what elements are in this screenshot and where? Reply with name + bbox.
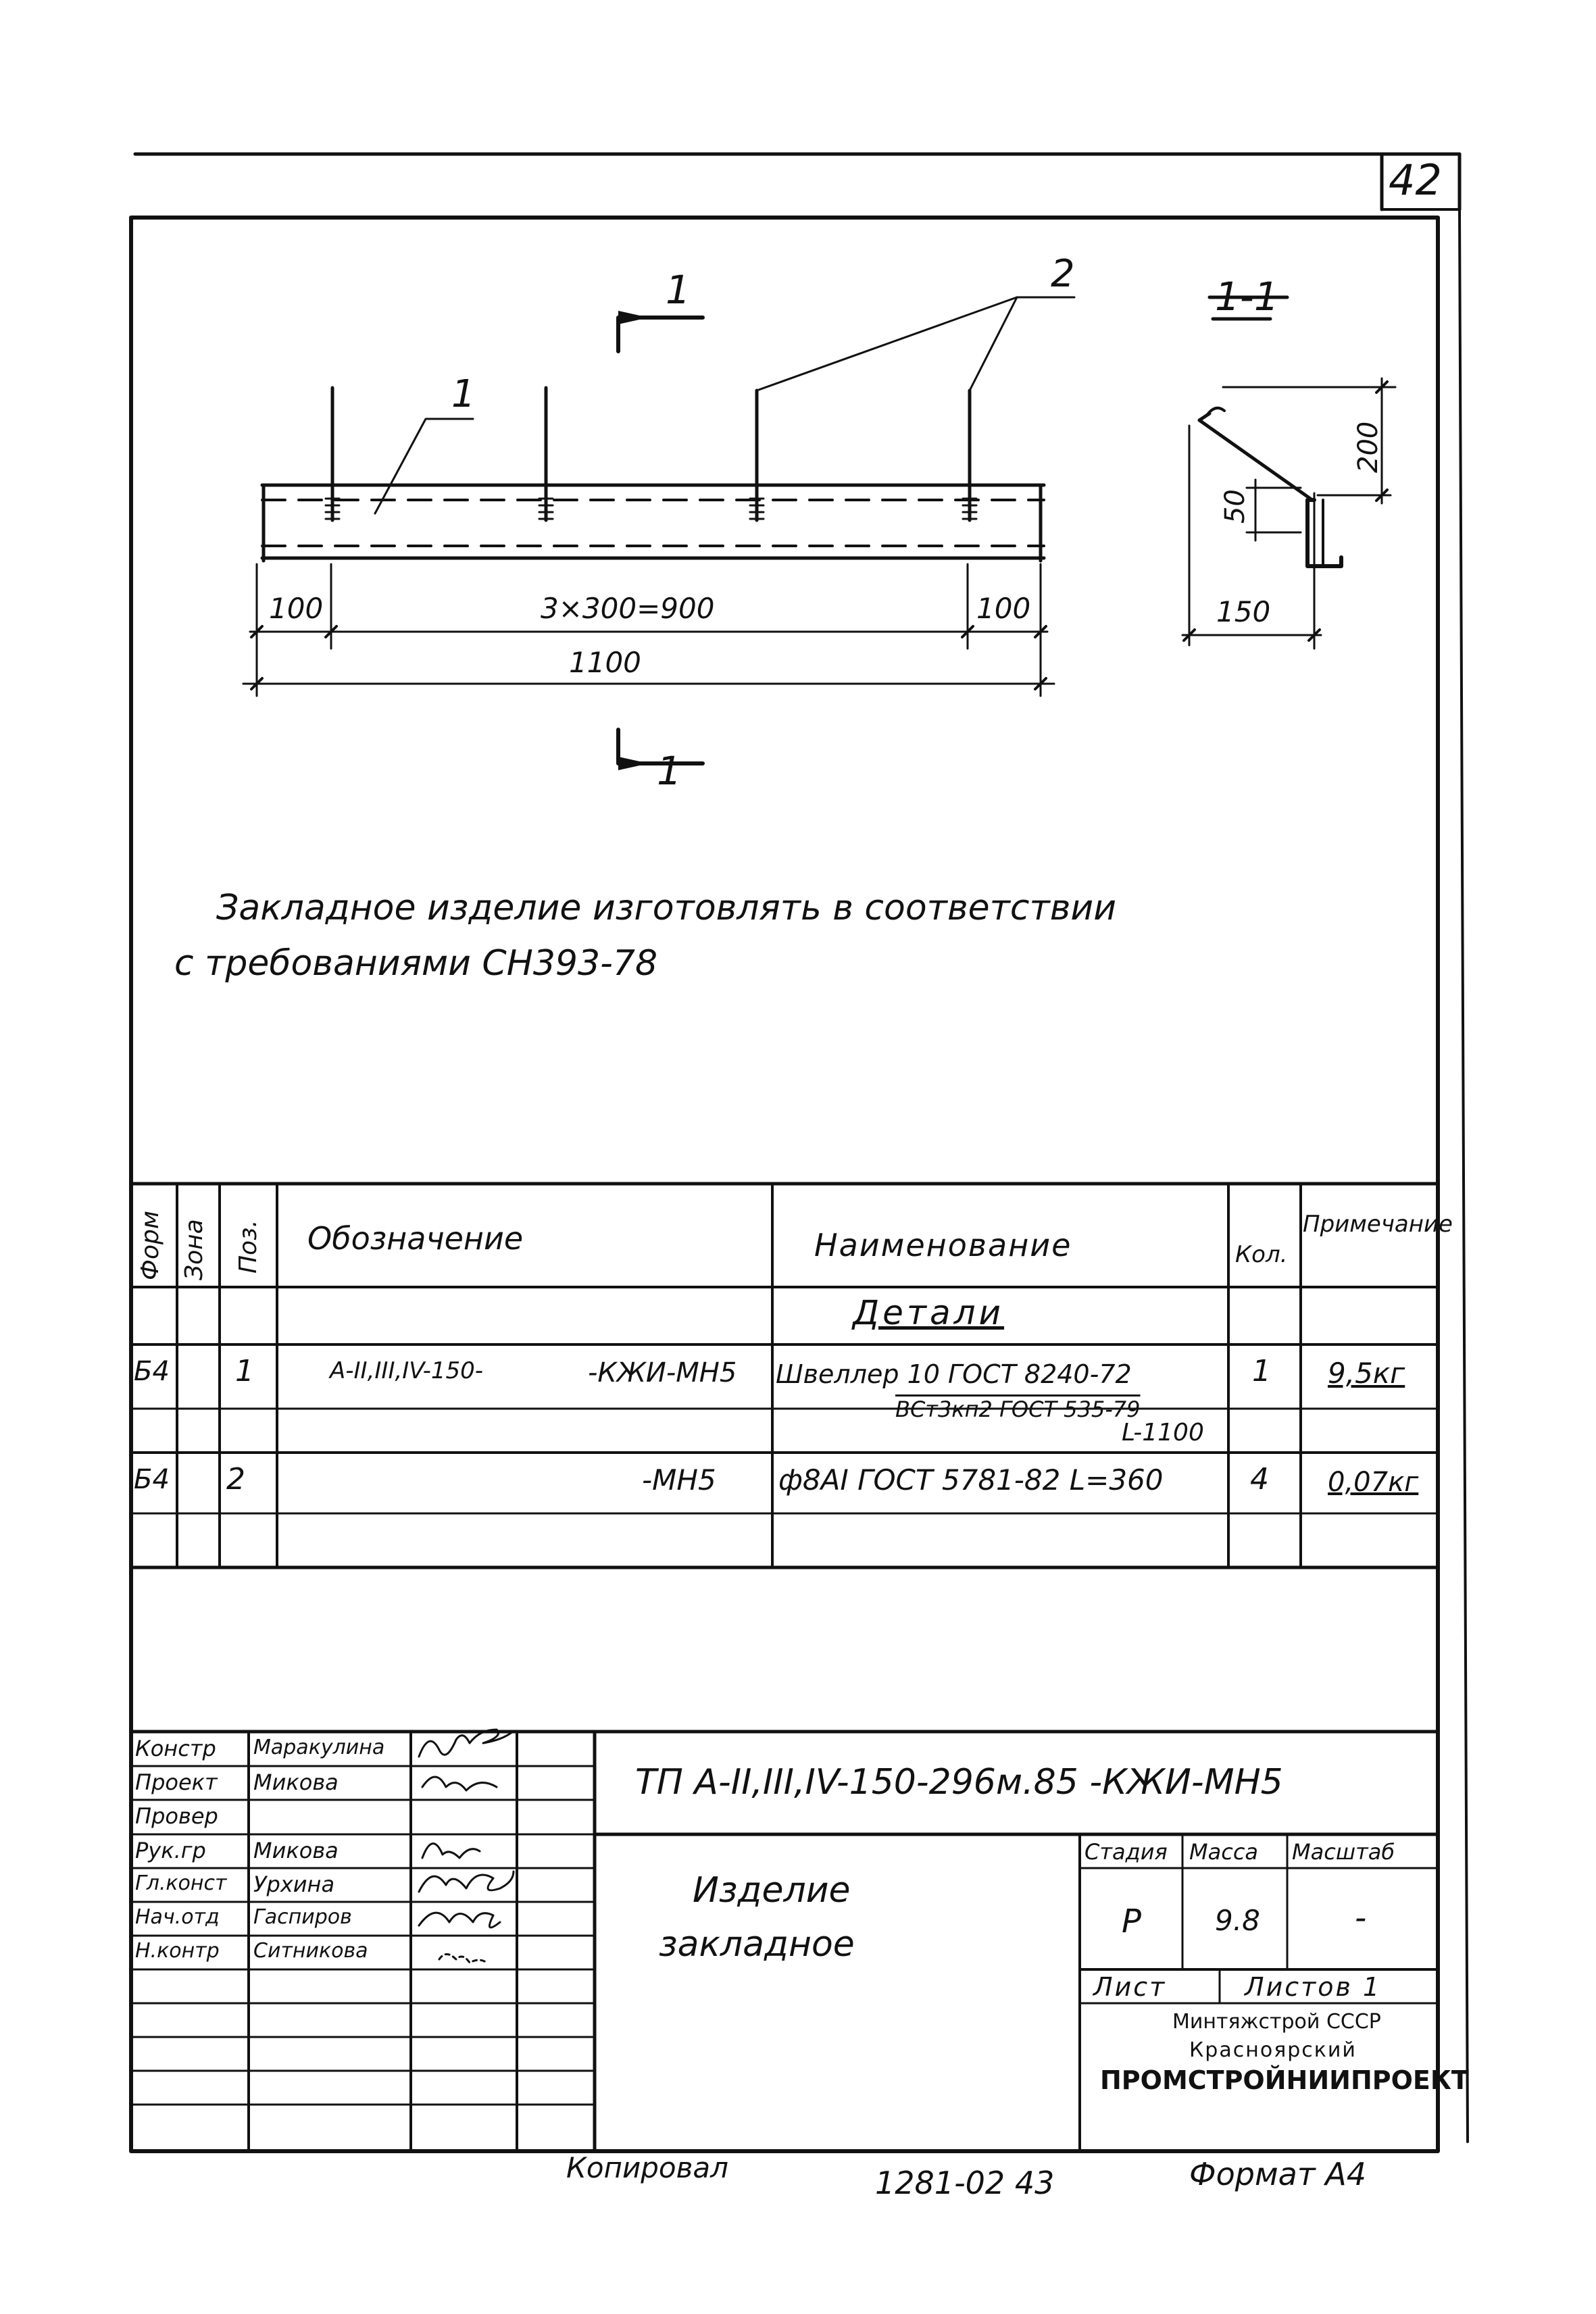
role-1-name: Микова xyxy=(253,1769,339,1795)
note-line-1: Закладное изделие изготовлять в соответствии xyxy=(216,888,1116,928)
scale-value: - xyxy=(1355,1899,1367,1937)
section-title-details: Детали xyxy=(853,1293,1005,1332)
section-dim-width: 150 xyxy=(1216,595,1271,628)
header-name: Наименование xyxy=(814,1227,1072,1263)
role-4: Гл.конст xyxy=(135,1871,227,1895)
header-pos: Поз. xyxy=(234,1219,262,1274)
section-dim-inner: 50 xyxy=(1220,489,1251,524)
row1-format: Б4 xyxy=(134,1356,170,1387)
note-line-2: с требованиями СН393-78 xyxy=(174,943,658,984)
row1-qty: 1 xyxy=(1252,1354,1271,1388)
section-title: 1-1 xyxy=(1215,274,1279,320)
title-line-2: закладное xyxy=(659,1924,855,1965)
sheet-label: Лист xyxy=(1093,1972,1167,2002)
leader-1-label: 1 xyxy=(451,372,476,416)
role-6-name: Ситникова xyxy=(253,1939,368,1963)
organization-line-2: Красноярский xyxy=(1189,2038,1357,2062)
signatures xyxy=(419,1730,514,1963)
title-line-1: Изделие xyxy=(693,1870,851,1911)
section-marker-top-label: 1 xyxy=(666,267,691,313)
dimension-middle: 3×300=900 xyxy=(541,592,715,625)
role-3-name: Микова xyxy=(253,1838,339,1863)
scale-label: Масштаб xyxy=(1292,1839,1395,1865)
dimension-total: 1100 xyxy=(569,646,641,679)
row2-qty: 4 xyxy=(1250,1462,1269,1496)
dimension-right: 100 xyxy=(976,592,1031,625)
section-marker-bottom-label: 1 xyxy=(657,748,682,794)
row1-name-length: L-1100 xyxy=(1122,1419,1204,1447)
row2-name: ф8АI ГОСТ 5781-82 L=360 xyxy=(778,1463,1164,1496)
header-note: Примечание xyxy=(1303,1211,1453,1238)
mass-value: 9.8 xyxy=(1215,1904,1260,1937)
dimension-left: 100 xyxy=(269,592,324,625)
leader-2-label: 2 xyxy=(1051,252,1075,296)
header-format: Форм xyxy=(136,1210,164,1280)
row1-note: 9,5кг xyxy=(1328,1357,1405,1390)
section-view xyxy=(1182,297,1395,649)
stage-label: Стадия xyxy=(1084,1839,1168,1865)
footer-doc-number: 1281-02 43 xyxy=(875,2165,1055,2201)
header-zone: Зона xyxy=(180,1219,208,1280)
row1-designation-a: А-II,III,IV-150- xyxy=(330,1357,484,1384)
footer-format: Формат А4 xyxy=(1189,2156,1366,2192)
row1-pos: 1 xyxy=(235,1354,254,1388)
row2-designation-b: -МН5 xyxy=(642,1463,716,1496)
sheets-label: Листов 1 xyxy=(1245,1972,1382,2002)
role-3: Рук.гр xyxy=(135,1838,206,1863)
role-6: Н.контр xyxy=(135,1939,220,1963)
footer-copied: Копировал xyxy=(566,2151,728,2184)
organization-line-1: Минтяжстрой СССР xyxy=(1172,2010,1381,2034)
section-dim-height: 200 xyxy=(1353,421,1384,473)
role-1: Проект xyxy=(135,1769,218,1795)
organization-line-3: ПРОМСТРОЙНИИПРОЕКТ xyxy=(1100,2065,1469,2095)
header-qty: Кол. xyxy=(1235,1241,1288,1268)
row2-format: Б4 xyxy=(134,1464,170,1495)
role-4-name: Урхина xyxy=(253,1871,335,1897)
stage-value: Р xyxy=(1122,1903,1141,1940)
row1-name-sub: ВСт3кп2 ГОСТ 535-79 xyxy=(895,1397,1141,1422)
role-5-name: Гаспиров xyxy=(253,1905,352,1929)
mass-label: Масса xyxy=(1189,1839,1259,1865)
header-designation: Обозначение xyxy=(307,1220,524,1257)
page-number: 42 xyxy=(1389,155,1442,205)
plan-view xyxy=(243,297,1074,770)
row2-note: 0,07кг xyxy=(1328,1467,1419,1498)
role-0-name: Маракулина xyxy=(253,1736,385,1759)
role-5: Нач.отд xyxy=(135,1905,220,1929)
row1-designation-b: -КЖИ-МН5 xyxy=(588,1357,737,1388)
row1-name: Швеллер 10 ГОСТ 8240-72 xyxy=(776,1359,1132,1389)
role-0: Констр xyxy=(135,1736,216,1761)
document-code: ТП А-II,III,IV-150-296м.85 -КЖИ-МН5 xyxy=(635,1762,1283,1803)
row2-pos: 2 xyxy=(226,1462,245,1496)
role-2: Провер xyxy=(135,1803,218,1829)
